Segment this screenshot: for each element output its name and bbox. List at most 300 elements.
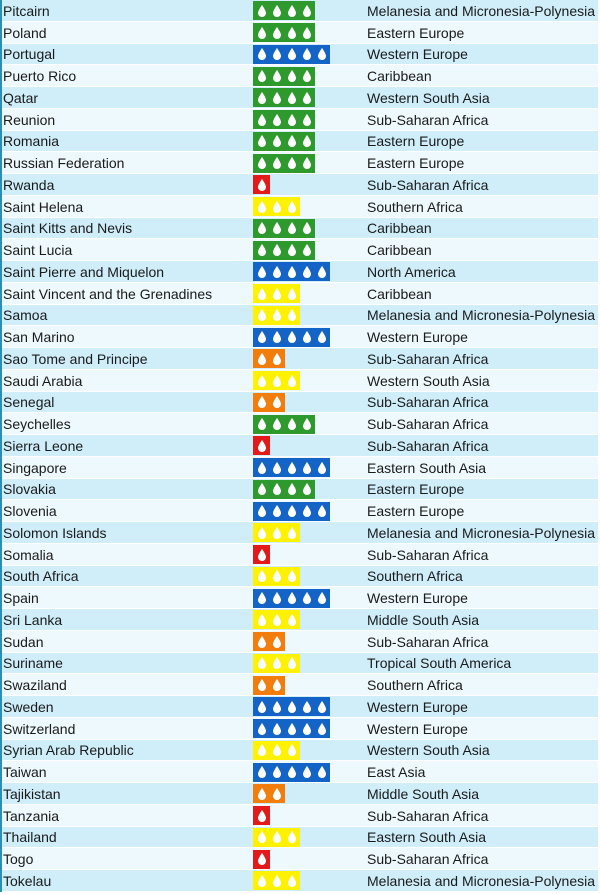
rating-cell (253, 261, 365, 283)
table-row (2, 500, 598, 522)
country-name: Seychelles (3, 416, 71, 433)
water-drop-icon (255, 438, 268, 454)
region-name: North America (367, 263, 456, 280)
country-name: Saint Kitts and Nevis (3, 220, 133, 237)
water-drop-rating-badge (253, 45, 330, 64)
region-name: Melanesia and Micronesia-Polynesia (367, 307, 596, 324)
water-drop-icon (270, 764, 283, 780)
water-drop-icon (285, 264, 298, 280)
country-name: Sao Tome and Principe (3, 350, 148, 367)
water-drop-icon (300, 416, 313, 432)
table-row (2, 65, 598, 87)
rating-cell (253, 196, 365, 218)
region-name: Sub-Saharan Africa (367, 807, 489, 824)
water-drop-icon (270, 242, 283, 258)
water-drop-icon (270, 525, 283, 541)
country-name: Reunion (3, 111, 56, 128)
water-drop-icon (285, 3, 298, 19)
table-row (2, 239, 598, 261)
water-drop-rating-badge (253, 741, 300, 760)
water-drop-rating-badge (253, 393, 285, 412)
table-row (2, 392, 598, 414)
water-drop-icon (255, 329, 268, 345)
rating-cell (253, 479, 365, 501)
water-drop-icon (270, 46, 283, 62)
region-name: Western South Asia (367, 742, 490, 759)
water-drop-rating-badge (253, 806, 270, 825)
water-drop-rating-badge (253, 871, 300, 890)
water-drop-icon (300, 112, 313, 128)
country-name: Spain (3, 590, 39, 607)
rating-cell (253, 848, 365, 870)
region-name: East Asia (367, 764, 426, 781)
water-drop-icon (255, 655, 268, 671)
water-drop-rating-badge (253, 436, 270, 455)
water-drop-icon (315, 264, 328, 280)
rating-cell (253, 522, 365, 544)
rating-cell (253, 152, 365, 174)
rating-cell (253, 653, 365, 675)
rating-cell (253, 44, 365, 66)
table-row (2, 479, 598, 501)
country-name: South Africa (3, 568, 79, 585)
water-drop-icon (270, 394, 283, 410)
water-drop-icon (255, 177, 268, 193)
region-name: Melanesia and Micronesia-Polynesia (367, 2, 596, 19)
water-drop-rating-badge (253, 523, 300, 542)
rating-cell (253, 435, 365, 457)
rating-cell (253, 761, 365, 783)
water-drop-icon (270, 373, 283, 389)
water-drop-icon (300, 721, 313, 737)
water-drop-rating-badge (253, 415, 315, 434)
country-name: Solomon Islands (3, 524, 107, 541)
water-drop-rating-badge (253, 88, 315, 107)
water-drop-rating-badge (253, 371, 300, 390)
country-name: Tokelau (3, 872, 52, 889)
water-drop-icon (285, 481, 298, 497)
country-name: Sudan (3, 633, 44, 650)
country-name: Saudi Arabia (3, 372, 83, 389)
rating-cell (253, 631, 365, 653)
water-drop-icon (285, 503, 298, 519)
region-name: Caribbean (367, 68, 432, 85)
water-drop-icon (270, 829, 283, 845)
country-name: Thailand (3, 829, 57, 846)
water-drop-rating-badge (253, 828, 300, 847)
water-drop-icon (300, 25, 313, 41)
water-drop-icon (285, 829, 298, 845)
table-row (2, 696, 598, 718)
water-drop-icon (300, 264, 313, 280)
country-name: Saint Helena (3, 198, 84, 215)
water-drop-rating-badge (253, 154, 315, 173)
rating-cell (253, 239, 365, 261)
water-drop-icon (270, 112, 283, 128)
water-drop-icon (270, 873, 283, 889)
water-drop-icon (315, 329, 328, 345)
country-name: Syrian Arab Republic (3, 742, 134, 759)
country-name: Pitcairn (3, 2, 50, 19)
table-row (2, 587, 598, 609)
water-drop-icon (285, 742, 298, 758)
region-name: Southern Africa (367, 677, 463, 694)
rating-cell (253, 566, 365, 588)
region-name: Western Europe (367, 720, 468, 737)
rating-cell (253, 457, 365, 479)
water-drop-rating-badge (253, 132, 315, 151)
rating-cell (253, 674, 365, 696)
water-drop-icon (255, 3, 268, 19)
table-row (2, 22, 598, 44)
rating-cell (253, 827, 365, 849)
water-drop-icon (300, 3, 313, 19)
region-name: Sub-Saharan Africa (367, 633, 489, 650)
country-name: Romania (3, 133, 60, 150)
water-drop-icon (255, 568, 268, 584)
country-name: Senegal (3, 394, 55, 411)
rating-cell (253, 22, 365, 44)
region-name: Melanesia and Micronesia-Polynesia (367, 524, 596, 541)
water-drop-icon (270, 612, 283, 628)
water-drop-icon (255, 46, 268, 62)
water-drop-rating-badge (253, 1, 315, 20)
region-name: Sub-Saharan Africa (367, 350, 489, 367)
region-name: Eastern South Asia (367, 829, 487, 846)
region-name: Caribbean (367, 285, 432, 302)
water-drop-icon (270, 634, 283, 650)
region-name: Eastern Europe (367, 133, 465, 150)
water-drop-icon (270, 351, 283, 367)
table-row (2, 305, 598, 327)
water-drop-icon (270, 133, 283, 149)
water-drop-icon (270, 786, 283, 802)
water-drop-icon (255, 112, 268, 128)
table-row (2, 522, 598, 544)
table-row (2, 718, 598, 740)
region-name: Western Europe (367, 698, 468, 715)
country-name: Puerto Rico (3, 68, 77, 85)
rating-cell (253, 218, 365, 240)
water-drop-icon (285, 460, 298, 476)
water-drop-icon (270, 286, 283, 302)
water-drop-icon (270, 68, 283, 84)
water-drop-icon (270, 742, 283, 758)
water-drop-icon (270, 677, 283, 693)
country-name: Samoa (3, 307, 48, 324)
water-drop-icon (255, 133, 268, 149)
water-drop-icon (270, 481, 283, 497)
table-row (2, 761, 598, 783)
rating-cell (253, 0, 365, 22)
country-name: Sierra Leone (3, 437, 84, 454)
region-name: Southern Africa (367, 198, 463, 215)
water-drop-icon (300, 220, 313, 236)
region-name: Western South Asia (367, 89, 490, 106)
country-name: Togo (3, 851, 34, 868)
rating-cell (253, 413, 365, 435)
water-drop-rating-badge (253, 763, 330, 782)
water-drop-icon (270, 3, 283, 19)
table-row (2, 218, 598, 240)
water-drop-icon (285, 307, 298, 323)
water-drop-icon (255, 90, 268, 106)
rating-cell (253, 305, 365, 327)
table-row (2, 674, 598, 696)
water-drop-icon (285, 612, 298, 628)
water-drop-rating-badge (253, 458, 330, 477)
water-drop-rating-badge (253, 654, 300, 673)
water-drop-icon (300, 590, 313, 606)
table-row (2, 261, 598, 283)
country-name: Russian Federation (3, 155, 125, 172)
water-drop-icon (270, 568, 283, 584)
water-drop-icon (300, 133, 313, 149)
water-drop-icon (315, 699, 328, 715)
water-drop-icon (255, 525, 268, 541)
rating-cell (253, 587, 365, 609)
region-name: Caribbean (367, 220, 432, 237)
water-drop-icon (300, 329, 313, 345)
water-drop-rating-badge (253, 306, 300, 325)
water-drop-icon (270, 25, 283, 41)
water-drop-rating-badge (253, 545, 270, 564)
water-drop-icon (255, 503, 268, 519)
water-drop-icon (255, 612, 268, 628)
table-row (2, 631, 598, 653)
water-drop-icon (315, 503, 328, 519)
water-drop-icon (285, 25, 298, 41)
water-drop-icon (255, 851, 268, 867)
region-name: Western Europe (367, 329, 468, 346)
rating-cell (253, 283, 365, 305)
water-drop-icon (255, 264, 268, 280)
water-drop-icon (285, 873, 298, 889)
water-drop-icon (285, 199, 298, 215)
table-row (2, 783, 598, 805)
country-name: Swaziland (3, 677, 67, 694)
table-row (2, 544, 598, 566)
region-name: Eastern Europe (367, 24, 465, 41)
table-row (2, 283, 598, 305)
water-drop-icon (255, 242, 268, 258)
water-drop-icon (285, 155, 298, 171)
rating-cell (253, 65, 365, 87)
water-drop-icon (255, 699, 268, 715)
water-drop-icon (285, 764, 298, 780)
country-name: Sri Lanka (3, 611, 63, 628)
rating-cell (253, 87, 365, 109)
water-drop-rating-badge (253, 197, 300, 216)
water-drop-icon (255, 25, 268, 41)
country-name: Qatar (3, 89, 39, 106)
country-name: Portugal (3, 46, 56, 63)
country-name: San Marino (3, 329, 75, 346)
water-drop-icon (285, 416, 298, 432)
country-name: Tanzania (3, 807, 60, 824)
water-drop-rating-badge (253, 219, 315, 238)
water-drop-icon (285, 112, 298, 128)
water-drop-icon (315, 764, 328, 780)
water-drop-icon (285, 373, 298, 389)
region-name: Western South Asia (367, 372, 490, 389)
region-name: Sub-Saharan Africa (367, 546, 489, 563)
water-drop-icon (270, 721, 283, 737)
water-drop-icon (300, 90, 313, 106)
region-name: Western Europe (367, 46, 468, 63)
table-row (2, 740, 598, 762)
water-drop-icon (255, 634, 268, 650)
water-drop-icon (255, 286, 268, 302)
water-drop-icon (255, 307, 268, 323)
water-drop-icon (255, 547, 268, 563)
rating-cell (253, 348, 365, 370)
country-name: Saint Vincent and the Grenadines (3, 285, 213, 302)
rating-cell (253, 696, 365, 718)
region-name: Western Europe (367, 590, 468, 607)
water-drop-icon (315, 46, 328, 62)
country-name: Taiwan (3, 764, 47, 781)
country-name: Slovakia (3, 481, 56, 498)
water-drop-icon (255, 590, 268, 606)
water-drop-rating-badge (253, 328, 330, 347)
water-drop-icon (255, 481, 268, 497)
water-drop-rating-badge (253, 502, 330, 521)
region-name: Eastern Europe (367, 481, 465, 498)
water-drop-rating-badge (253, 697, 330, 716)
region-name: Caribbean (367, 242, 432, 259)
rating-cell (253, 109, 365, 131)
table-row (2, 174, 598, 196)
water-drop-icon (270, 655, 283, 671)
country-name: Switzerland (3, 720, 76, 737)
rating-cell (253, 326, 365, 348)
rating-cell (253, 500, 365, 522)
water-drop-icon (285, 568, 298, 584)
water-drop-icon (270, 155, 283, 171)
water-drop-icon (255, 808, 268, 824)
region-name: Eastern Europe (367, 503, 465, 520)
water-drop-icon (300, 764, 313, 780)
water-drop-icon (255, 829, 268, 845)
country-name: Saint Lucia (3, 242, 73, 259)
water-drop-icon (285, 590, 298, 606)
water-drop-rating-badge (253, 67, 315, 86)
water-drop-icon (270, 329, 283, 345)
table-row (2, 131, 598, 153)
water-drop-rating-badge (253, 610, 300, 629)
water-drop-icon (255, 220, 268, 236)
water-drop-rating-badge (253, 850, 270, 869)
water-drop-icon (255, 677, 268, 693)
region-name: Sub-Saharan Africa (367, 111, 489, 128)
table-row (2, 566, 598, 588)
water-drop-icon (300, 242, 313, 258)
country-name: Somalia (3, 546, 54, 563)
water-drop-rating-badge (253, 241, 315, 260)
water-drop-icon (315, 590, 328, 606)
water-drop-icon (255, 199, 268, 215)
region-name: Melanesia and Micronesia-Polynesia (367, 872, 596, 889)
table-row (2, 196, 598, 218)
table-row (2, 805, 598, 827)
region-name: Sub-Saharan Africa (367, 176, 489, 193)
water-drop-icon (285, 133, 298, 149)
water-drop-icon (300, 46, 313, 62)
table-row (2, 109, 598, 131)
water-drop-icon (300, 699, 313, 715)
water-drop-icon (270, 460, 283, 476)
region-name: Middle South Asia (367, 785, 480, 802)
water-drop-rating-badge (253, 589, 330, 608)
water-drop-icon (255, 394, 268, 410)
water-drop-icon (255, 721, 268, 737)
water-drop-rating-badge (253, 175, 270, 194)
water-drop-icon (255, 873, 268, 889)
water-drop-rating-badge (253, 23, 315, 42)
water-drop-icon (270, 90, 283, 106)
table-row (2, 44, 598, 66)
table-row (2, 457, 598, 479)
water-drop-icon (300, 68, 313, 84)
water-drop-icon (285, 721, 298, 737)
country-name: Slovenia (3, 503, 57, 520)
region-name: Sub-Saharan Africa (367, 394, 489, 411)
water-drop-icon (255, 373, 268, 389)
region-name: Sub-Saharan Africa (367, 416, 489, 433)
rating-cell (253, 805, 365, 827)
rating-cell (253, 740, 365, 762)
rating-cell (253, 718, 365, 740)
water-drop-icon (285, 220, 298, 236)
region-name: Tropical South America (367, 655, 512, 672)
rating-cell (253, 174, 365, 196)
water-drop-rating-badge (253, 284, 300, 303)
region-name: Southern Africa (367, 568, 463, 585)
water-drop-rating-badge (253, 632, 285, 651)
water-drop-icon (285, 68, 298, 84)
region-name: Eastern South Asia (367, 459, 487, 476)
table-row (2, 348, 598, 370)
water-drop-rating-badge (253, 262, 330, 281)
water-drop-rating-badge (253, 480, 315, 499)
table-row (2, 435, 598, 457)
water-drop-icon (255, 416, 268, 432)
table-row (2, 609, 598, 631)
rating-cell (253, 783, 365, 805)
water-drop-rating-badge (253, 349, 285, 368)
water-drop-rating-badge (253, 110, 315, 129)
water-drop-icon (270, 503, 283, 519)
water-drop-icon (285, 329, 298, 345)
table-row (2, 370, 598, 392)
water-drop-icon (285, 242, 298, 258)
country-name: Tajikistan (3, 785, 61, 802)
table-row (2, 827, 598, 849)
region-name: Middle South Asia (367, 611, 480, 628)
water-drop-icon (285, 525, 298, 541)
water-drop-icon (270, 307, 283, 323)
water-drop-icon (270, 699, 283, 715)
country-name: Singapore (3, 459, 67, 476)
table-row (2, 0, 598, 22)
country-name: Poland (3, 24, 47, 41)
country-name: Suriname (3, 655, 63, 672)
water-drop-icon (270, 264, 283, 280)
region-name: Eastern Europe (367, 155, 465, 172)
table-row (2, 326, 598, 348)
table-row (2, 413, 598, 435)
